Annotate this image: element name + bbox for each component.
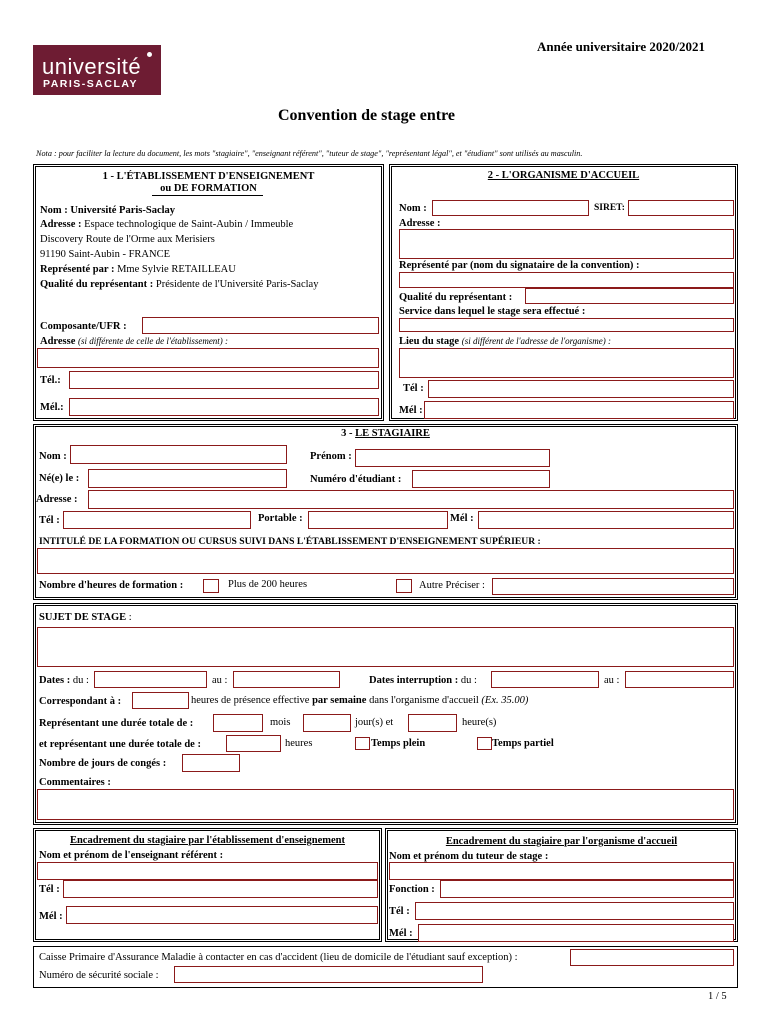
logo-line2: PARIS-SACLAY — [43, 78, 139, 90]
encadrement-org-title: Encadrement du stagiaire par l'organisme d'accueil — [445, 836, 678, 847]
page-number: 1 / 5 — [708, 991, 727, 1002]
plus200-checkbox[interactable] — [203, 579, 219, 593]
duree-heures-input[interactable] — [408, 714, 457, 732]
intitule-label: INTITULÉ DE LA FORMATION OU CURSUS SUIVI DANS L'ÉTABLISSEMENT D'ENSEIGNEMENT SUPÉRIEUR : — [39, 536, 541, 547]
dates-label: Dates : — [39, 675, 71, 686]
siret-label: SIRET: — [594, 203, 625, 213]
etab-adresse-l1: Espace technologique de Saint-Aubin / Immeuble — [84, 219, 294, 230]
plus200-label: Plus de 200 heures — [228, 579, 308, 590]
org-adresse-input[interactable] — [399, 229, 734, 259]
etab-adresse2-input[interactable] — [37, 348, 379, 368]
temps-partiel-label: Temps partiel — [492, 738, 554, 749]
section2-title: 2 - L'ORGANISME D'ACCUEIL — [487, 170, 640, 181]
corr-ex: (Ex. 35.00) — [481, 695, 529, 706]
enseignant-tel-label: Tél : — [39, 884, 60, 895]
conges-label: Nombre de jours de congés : — [39, 758, 167, 769]
etab-adresse2-note: (si différente de celle de l'établissement) : — [78, 336, 229, 346]
siret-input[interactable] — [628, 200, 734, 216]
org-service-input[interactable] — [399, 318, 734, 332]
etab-nom-label: Nom : — [40, 205, 68, 216]
org-nom-label: Nom : — [399, 203, 427, 214]
section3-title-text: LE STAGIAIRE — [355, 428, 430, 439]
etab-tel-input[interactable] — [69, 371, 379, 389]
autre-input[interactable] — [492, 578, 734, 595]
etab-mel-input[interactable] — [69, 398, 379, 416]
etab-nom — [40, 205, 175, 216]
org-nom-input[interactable] — [432, 200, 589, 216]
nota: Nota : pour faciliter la lecture du document, les mots "stagiaire", "enseignant référent", "tuteur de stage", "représentant légal", et "étudiant" sont utilisés au masculin. — [36, 149, 583, 158]
org-adresse-label: Adresse : — [399, 218, 441, 229]
fonction-label: Fonction : — [389, 884, 435, 895]
commentaires-input[interactable] — [37, 789, 734, 820]
tuteur-input[interactable] — [389, 862, 734, 880]
org-rep-label: Représenté par (nom du signataire de la convention) : — [399, 260, 640, 271]
autre-label: Autre Préciser : — [419, 580, 485, 591]
duree-jours-label: jour(s) et — [355, 717, 394, 728]
corr-text-b: par semaine — [312, 695, 367, 706]
section1-title-underline — [152, 195, 263, 196]
interruption-au: au : — [604, 675, 620, 686]
tuteur-mel-input[interactable] — [418, 924, 734, 942]
interruption-du: du : — [460, 675, 477, 686]
stag-adresse-label: Adresse : — [36, 494, 78, 505]
corr-label: Correspondant à : — [39, 696, 122, 707]
commentaires-label: Commentaires : — [39, 777, 111, 788]
duree-mois-label: mois — [270, 717, 291, 728]
stag-num-label: Numéro d'étudiant : — [310, 474, 402, 485]
etab-adresse-l2: Discovery Route de l'Orme aux Merisiers — [40, 234, 215, 245]
duree-jours-input[interactable] — [303, 714, 351, 732]
enseignant-mel-input[interactable] — [66, 906, 378, 924]
org-mel-input[interactable] — [424, 401, 734, 419]
temps-partiel-checkbox[interactable] — [477, 737, 492, 750]
etab-tel-label: Tél.: — [40, 375, 61, 386]
heures-formation-label: Nombre d'heures de formation : — [39, 580, 184, 591]
duree2-label: et représentant une durée totale de : — [39, 739, 201, 750]
org-mel-label: Mél : — [399, 405, 423, 416]
org-qualite-label: Qualité du représentant : — [399, 292, 513, 303]
caisse-input[interactable] — [570, 949, 734, 966]
university-logo — [33, 45, 161, 95]
etab-rep-value: Mme Sylvie RETAILLEAU — [117, 264, 236, 275]
enseignant-mel-label: Mél : — [39, 911, 63, 922]
conges-input[interactable] — [182, 754, 240, 772]
section3-title-num: 3 - — [341, 428, 356, 439]
section3-title — [34, 428, 737, 439]
stag-adresse-input[interactable] — [88, 490, 734, 509]
section1-title-a: 1 - L'ÉTABLISSEMENT D'ENSEIGNEMENT — [102, 171, 315, 182]
date-fin-input[interactable] — [233, 671, 340, 688]
sujet-colon: : — [126, 612, 132, 623]
org-lieu — [399, 336, 611, 347]
enseignant-label: Nom et prénom de l'enseignant référent : — [39, 850, 224, 861]
secu-label: Numéro de sécurité sociale : — [39, 970, 159, 981]
logo-line1: université — [42, 54, 142, 79]
stag-portable-input[interactable] — [308, 511, 448, 529]
org-lieu-input[interactable] — [399, 348, 734, 378]
etab-mel-label: Mél.: — [40, 402, 64, 413]
stag-ne-input[interactable] — [88, 469, 287, 488]
sujet-label: SUJET DE STAGE — [39, 612, 127, 623]
section1-title-b: ou DE FORMATION — [160, 183, 257, 194]
temps-plein-label: Temps plein — [371, 738, 426, 749]
stag-num-input[interactable] — [412, 470, 550, 488]
caisse-label: Caisse Primaire d'Assurance Maladie à contacter en cas d'accident (lieu de domicile de l'étudiant sauf exception) : — [39, 952, 518, 963]
dates-row-label — [39, 675, 89, 686]
etab-rep — [40, 264, 236, 275]
intitule-input[interactable] — [37, 548, 734, 574]
stag-prenom-label: Prénom : — [310, 451, 352, 462]
stag-nom-label: Nom : — [39, 451, 67, 462]
duree2-heures: heures — [285, 738, 313, 749]
tuteur-tel-input[interactable] — [415, 902, 734, 920]
dates-du: du : — [72, 675, 89, 686]
stag-ne-label: Né(e) le : — [39, 473, 80, 484]
corr-text-c: dans l'organisme d'accueil — [369, 695, 479, 706]
stag-prenom-input[interactable] — [355, 449, 550, 467]
interruption-row-label — [369, 675, 477, 686]
etab-nom-value: Université Paris-Saclay — [70, 205, 176, 216]
etab-adresse2-label: Adresse — [40, 336, 76, 347]
corr-text — [191, 695, 528, 706]
org-tel-label: Tél : — [403, 383, 424, 394]
stag-nom-input[interactable] — [70, 445, 287, 464]
encadrement-etab-title: Encadrement du stagiaire par l'établissement d'enseignement — [69, 835, 346, 846]
academic-year: Année universitaire 2020/2021 — [537, 39, 706, 54]
stag-mel-label: Mél : — [450, 513, 474, 524]
etab-qualite — [40, 279, 318, 290]
enseignant-input[interactable] — [37, 862, 378, 880]
etab-qualite-label: Qualité du représentant : — [40, 279, 154, 290]
org-tel-input[interactable] — [428, 380, 734, 398]
tuteur-tel-label: Tél : — [389, 906, 410, 917]
stag-mel-input[interactable] — [478, 511, 734, 529]
dates-au: au : — [212, 675, 228, 686]
interruption-label: Dates interruption : — [369, 675, 459, 686]
stag-portable-label: Portable : — [258, 513, 303, 524]
sujet-input[interactable] — [37, 627, 734, 667]
autre-checkbox[interactable] — [396, 579, 412, 593]
logo-dot-icon — [147, 52, 152, 57]
page-title: Convention de stage entre — [278, 107, 456, 124]
etab-adresse-l3: 91190 Saint-Aubin - FRANCE — [40, 249, 170, 260]
fonction-input[interactable] — [440, 880, 734, 898]
sujet-heading — [39, 612, 132, 623]
etab-qualite-value: Présidente de l'Université Paris-Saclay — [155, 279, 319, 290]
org-lieu-note: (si différent de l'adresse de l'organisme) : — [461, 336, 612, 346]
tuteur-label: Nom et prénom du tuteur de stage : — [389, 851, 549, 862]
secu-input[interactable] — [174, 966, 483, 983]
duree-heures-label: heure(s) — [462, 717, 497, 728]
corr-input[interactable] — [132, 692, 189, 709]
enseignant-tel-input[interactable] — [63, 880, 378, 898]
composante-input[interactable] — [142, 317, 379, 334]
etab-adresse-label: Adresse : — [40, 219, 82, 230]
tuteur-mel-label: Mél : — [389, 928, 413, 939]
date-debut-input[interactable] — [94, 671, 207, 688]
etab-rep-label: Représenté par : — [40, 264, 115, 275]
stag-tel-label: Tél : — [39, 515, 60, 526]
interruption-fin-input[interactable] — [625, 671, 734, 688]
duree2-input[interactable] — [226, 735, 281, 752]
etab-adresse — [40, 219, 293, 230]
org-qualite-input[interactable] — [525, 288, 734, 304]
duree-label: Représentant une durée totale de : — [39, 718, 194, 729]
corr-text-a: heures de présence effective — [191, 695, 310, 706]
org-service-label: Service dans lequel le stage sera effectué : — [399, 306, 586, 317]
duree-mois-input[interactable] — [213, 714, 263, 732]
temps-plein-checkbox[interactable] — [355, 737, 370, 750]
org-rep-input[interactable] — [399, 272, 734, 288]
org-lieu-label: Lieu du stage — [399, 336, 460, 347]
etab-adresse2 — [40, 336, 228, 347]
stag-tel-input[interactable] — [63, 511, 251, 529]
interruption-debut-input[interactable] — [491, 671, 599, 688]
composante-label: Composante/UFR : — [40, 321, 127, 332]
